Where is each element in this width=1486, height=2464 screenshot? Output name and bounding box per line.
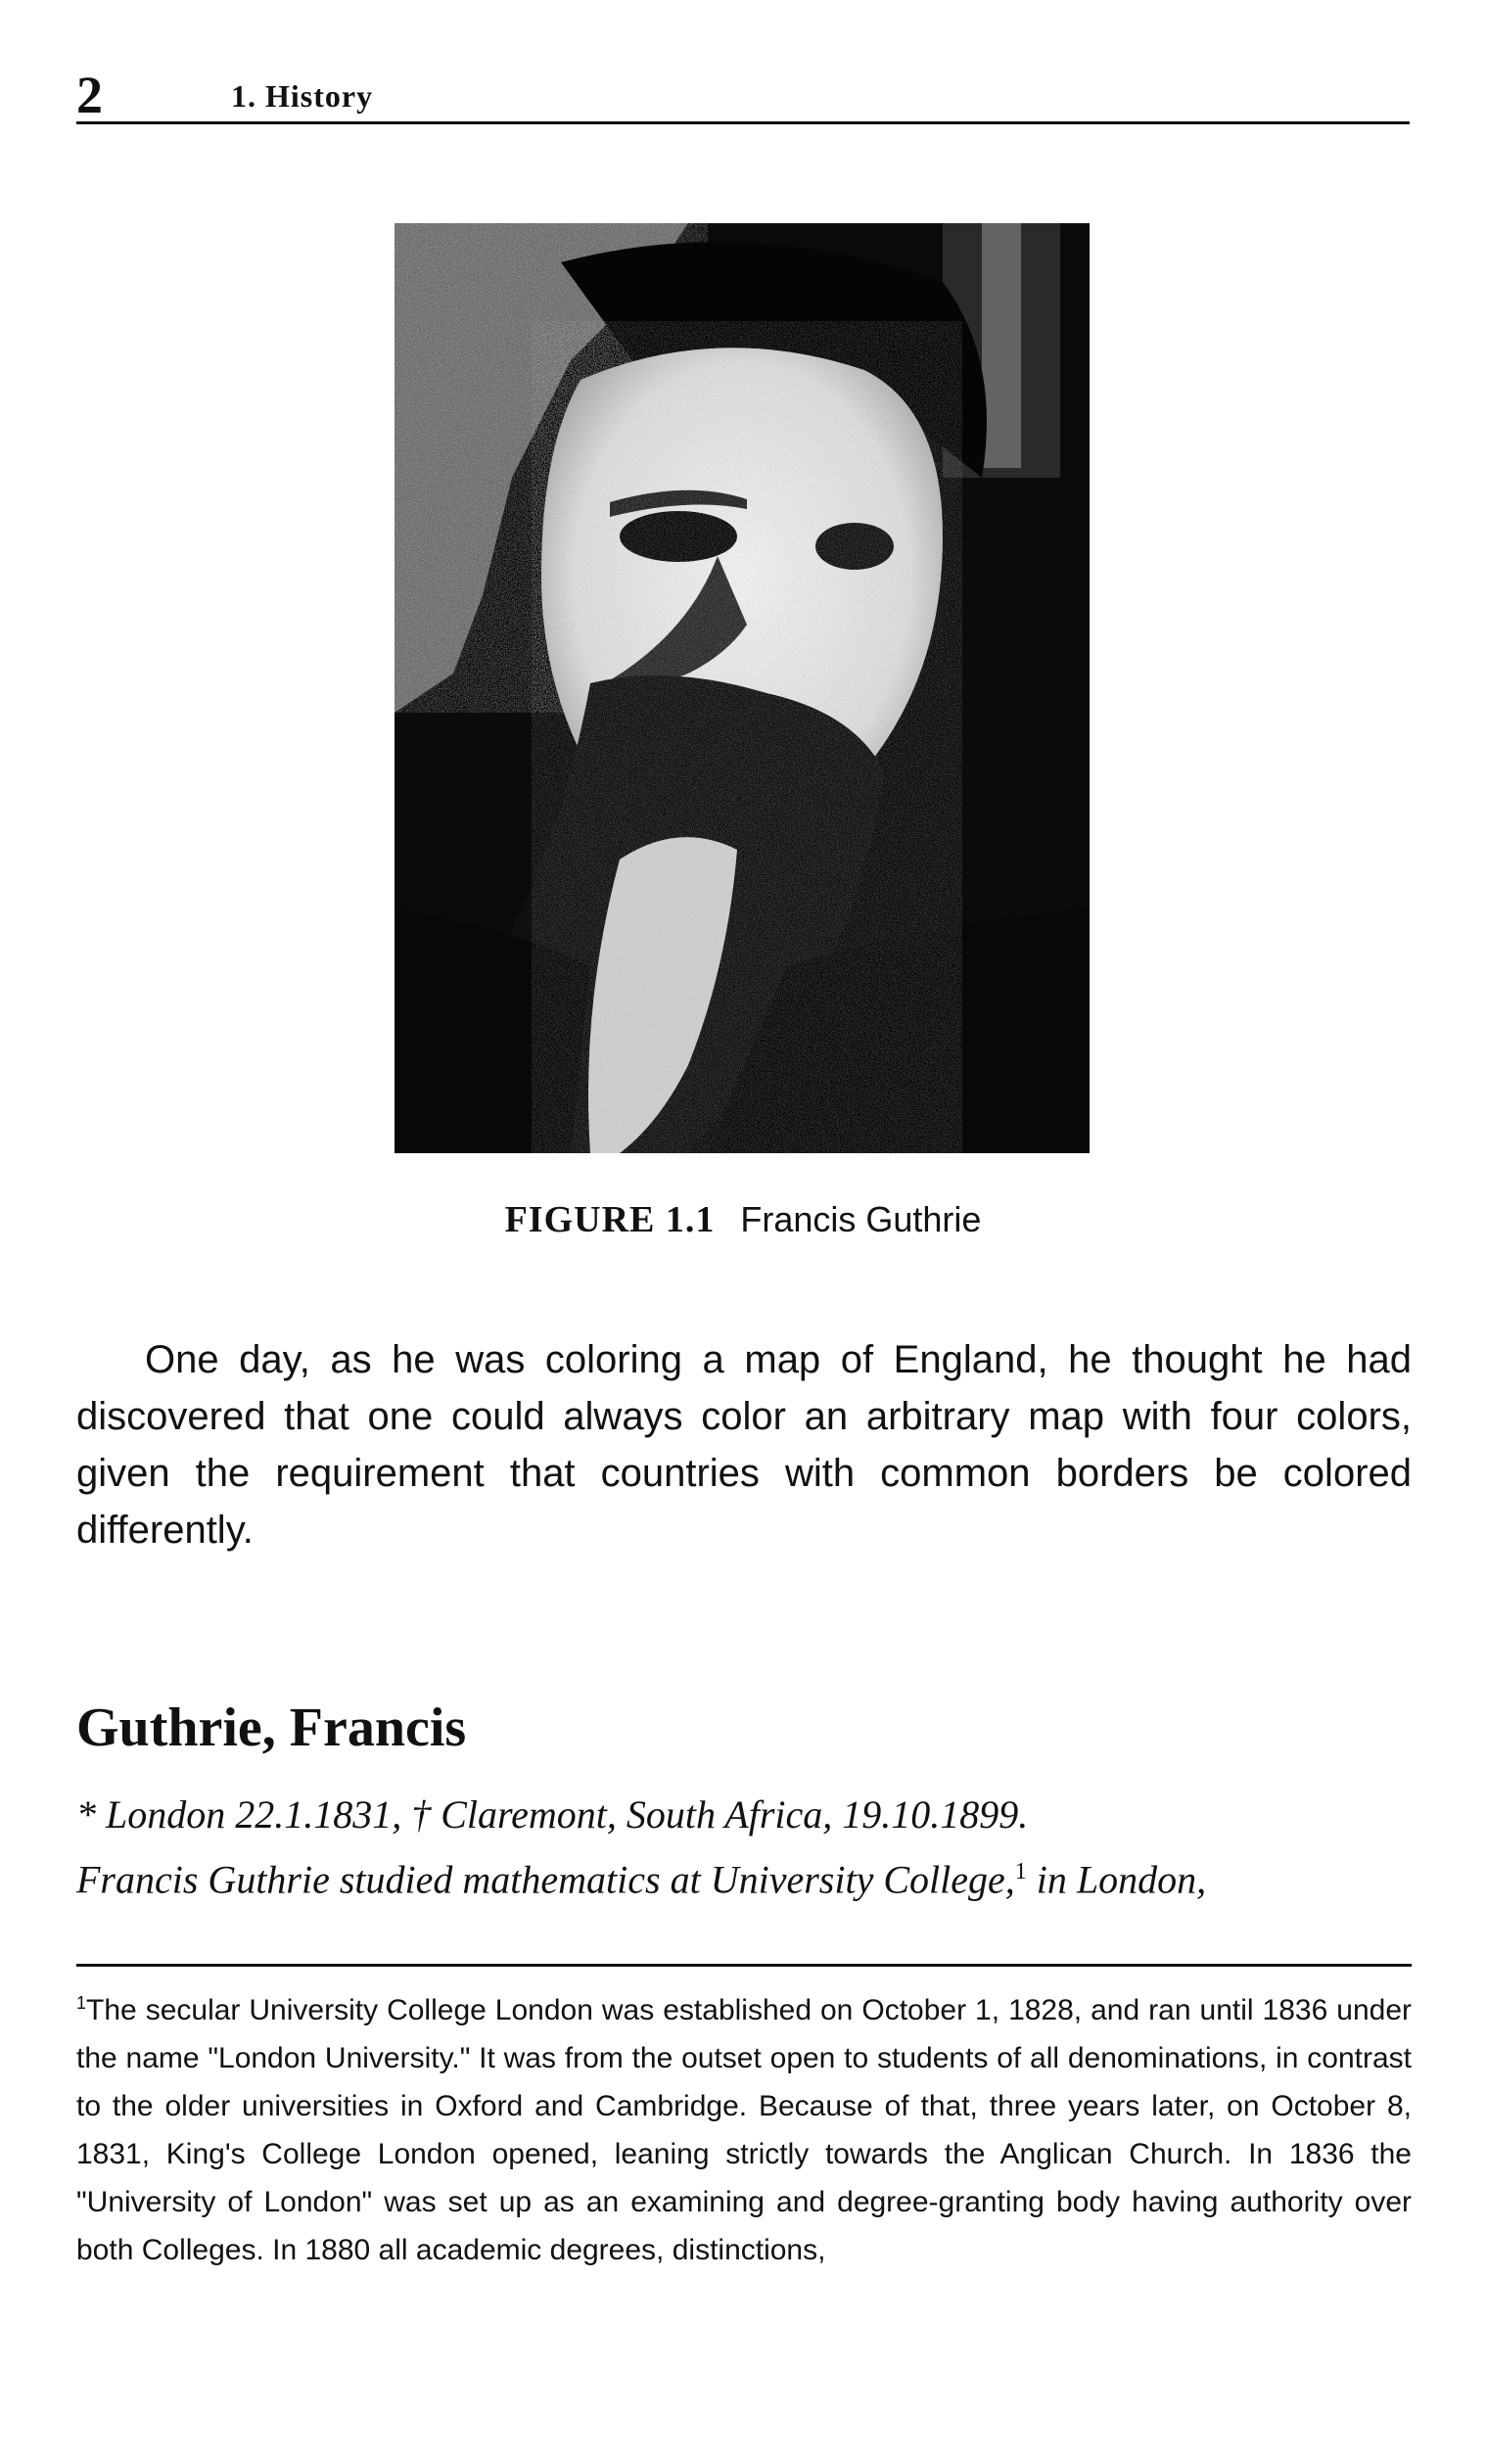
- figure-caption: [0, 1196, 1486, 1243]
- footnote-marker: 1: [76, 1993, 87, 2013]
- portrait-photo: [395, 223, 1090, 1153]
- footnote: [76, 1979, 1412, 2274]
- figure-label: FIGURE 1.1: [504, 1199, 716, 1240]
- section-title: 1. History: [231, 78, 374, 114]
- biography-heading: Guthrie, Francis: [76, 1697, 467, 1758]
- biography-first-line: [76, 1843, 1412, 1908]
- footnote-text: The secular University College London was established on October 1, 1828, and ran until 1836 under the name "London University." It was from the outset open to students of all denominations, in contrast to the older universities in Oxford and Cambridge. Because of that, three years later, on October 8, 1831, King's College London opened, leaning strictly towards the Anglican Church. In 1836 the "University of London" was set up as an examining and degree-granting body having authority over both Colleges. In 1880 all academic degrees, distinctions,: [76, 1994, 1412, 2266]
- body-paragraph: One day, as he was coloring a map of England, he thought he had discovered that one could always color an arbitrary map with four colors, given the requirement that countries with common borders be colored differently.: [76, 1338, 1412, 1552]
- biography-text: [76, 1787, 1412, 1908]
- biography-line-text: Francis Guthrie studied mathematics at University College,: [76, 1857, 1015, 1902]
- footnote-divider: [76, 1964, 1412, 1967]
- running-header: [76, 63, 1410, 124]
- figure-caption-text: Francis Guthrie: [740, 1199, 982, 1239]
- biography-dates: * London 22.1.1831, † Claremont, South Africa, 19.10.1899.: [76, 1792, 1029, 1836]
- biography-line-end: in London,: [1026, 1857, 1207, 1902]
- footnote-reference: 1: [1014, 1859, 1027, 1884]
- page-number: 2: [76, 66, 103, 124]
